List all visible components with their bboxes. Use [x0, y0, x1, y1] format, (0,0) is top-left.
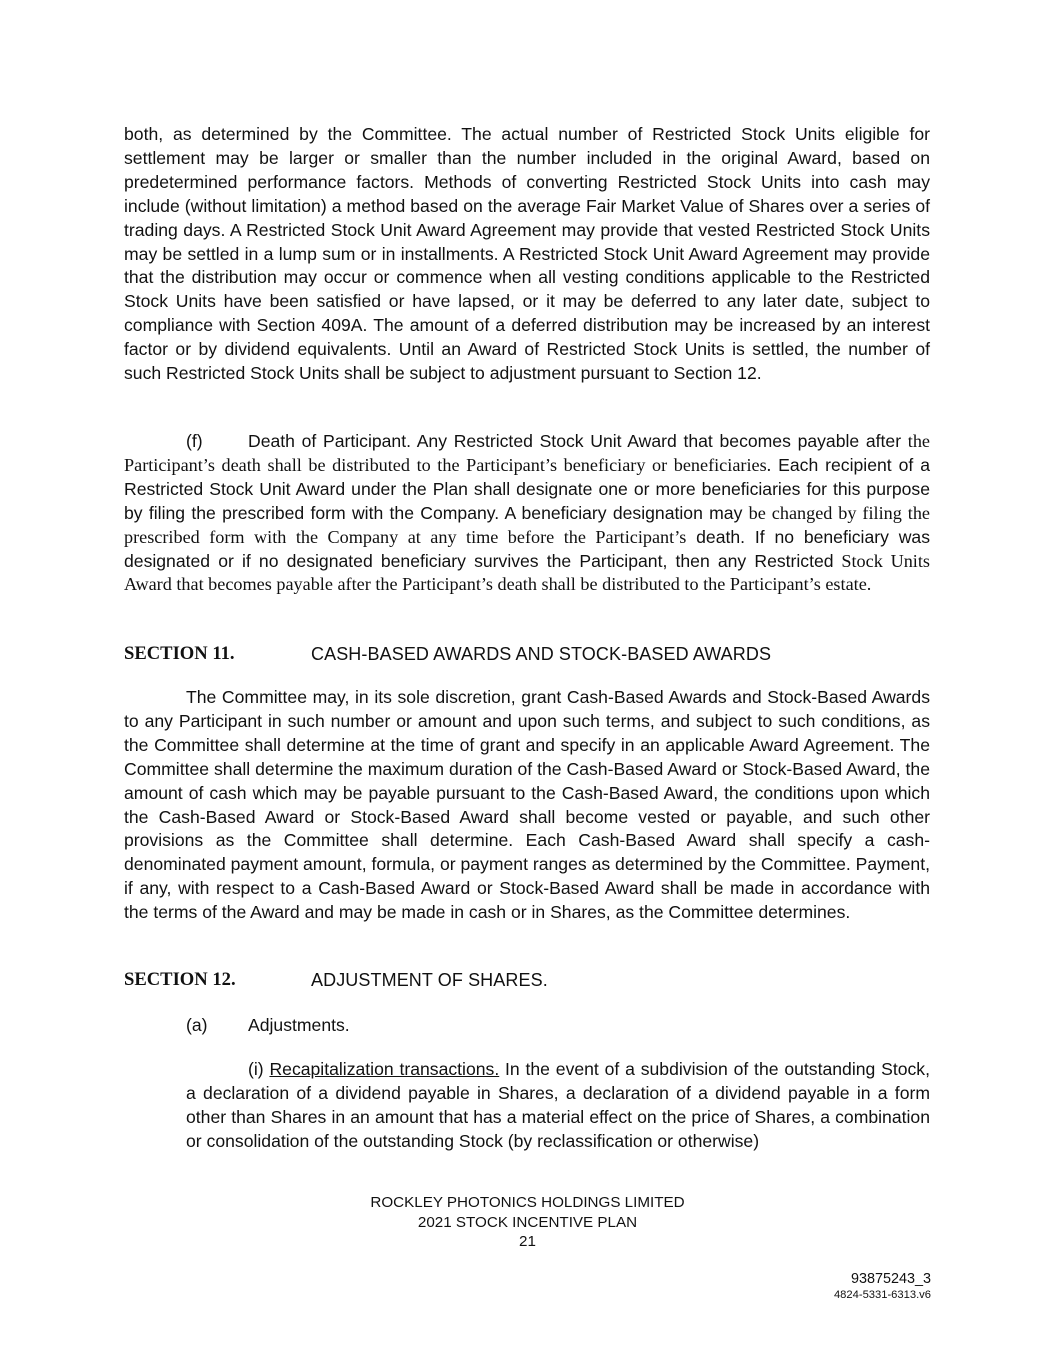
subsection-a-adjustments	[186, 1013, 350, 1037]
section-12-heading	[124, 967, 930, 993]
death-of-participant-paragraph	[124, 430, 930, 597]
section-11-heading	[124, 641, 930, 667]
section-11-title: CASH-BASED AWARDS AND STOCK-BASED AWARDS	[311, 644, 772, 664]
death-text-part-3: Each recipient of a Restricted Stock Unit Award under the Plan shall designate one or more beneficiaries for this purpose by filing the prescribed form with the Company. A beneficiary designation may	[124, 454, 930, 523]
subsection-label-f: (f)	[186, 431, 203, 451]
footer-company: ROCKLEY PHOTONICS HOLDINGS LIMITED	[370, 1194, 685, 1211]
page-number: 21	[519, 1233, 536, 1250]
death-text-part-5: death. If no beneficiary was designated or if no designated beneficiary survives the Participant, then any Restricted	[124, 526, 930, 571]
death-text-part-4: be changed by filing the prescribed form with the Company at any time before the Participant’s	[124, 502, 930, 547]
recapitalization-paragraph	[186, 1058, 930, 1154]
subsection-a-label: (a)	[186, 1015, 208, 1035]
section-11-body: The Committee may, in its sole discretion, grant Cash-Based Awards and Stock-Based Awards to any Participant in such number or amount and upon such terms, and subject to such conditions, as the Committee shall determine at the time of grant and specify in an applicable Award Agreement. The Committee shall determine the maximum duration of the Cash-Based Award or Stock-Based Award, the amount of cash which may be payable pursuant to the Cash-Based Award, the conditions upon which the Cash-Based Award or Stock-Based Award shall become vested or payable, and such other provisions as the Committee shall determine. Each Cash-Based Award shall specify a cash-denominated payment amount, formula, or payment ranges as determined by the Committee. Payment, if any, with respect to a Cash-Based Award or Stock-Based Award shall be made in accordance with the terms of the Award and may be made in cash or in Shares, as the Committee determines.	[124, 687, 930, 923]
document-reference: 4824-5331-6313.v6	[833, 1289, 931, 1301]
section-12-number: SECTION 12.	[124, 969, 236, 990]
document-id-block	[834, 1270, 931, 1302]
death-text-part-1: Death of Participant. Any Restricted Stock Unit Award that becomes payable after	[248, 431, 902, 451]
page-footer	[0, 1193, 1055, 1252]
death-text-part-6: Stock Units Award that becomes payable after the Participant’s death shall be distributed to the Participant’s estate.	[124, 550, 930, 595]
recapitalization-heading: Recapitalization transactions.	[269, 1059, 500, 1079]
clause-i-label: (i)	[248, 1059, 264, 1079]
death-text-part-2: the Participant’s death shall be distributed to the Participant’s beneficiary or beneficiaries.	[124, 431, 930, 475]
section-11-number: SECTION 11.	[124, 643, 235, 664]
footer-plan: 2021 STOCK INCENTIVE PLAN	[417, 1213, 638, 1231]
rsu-continued-paragraph: both, as determined by the Committee. The actual number of Restricted Stock Units eligible for settlement may be larger or smaller than the number included in the original Award, based on predetermined performance factors. Methods of converting Restricted Stock Units into cash may include (without limitation) a method based on the average Fair Market Value of Shares over a series of trading days. A Restricted Stock Unit Award Agreement may provide that vested Restricted Stock Units may be settled in a lump sum or in installments. A Restricted Stock Unit Award Agreement may provide that the distribution may occur or commence when all vesting conditions applicable to the Restricted Stock Units have been satisfied or have lapsed, or it may be deferred to any later date, subject to compliance with Section 409A. The amount of a deferred distribution may be increased by an interest factor or by dividend equivalents. Until an Award of Restricted Stock Units is settled, the number of such Restricted Stock Units shall be subject to adjustment pursuant to Section 12.	[124, 124, 930, 384]
section-12-title: ADJUSTMENT OF SHARES.	[311, 970, 548, 990]
subsection-a-title: Adjustments.	[248, 1015, 350, 1035]
document-id: 93875243_3	[850, 1271, 931, 1287]
recapitalization-text: In the event of a subdivision of the outstanding Stock, a declaration of a dividend payable in Shares, a declaration of a dividend payable in a form other than Shares in an amount that has a material effect on the price of Shares, a combination or consolidation of the outstanding Stock (by reclassification or otherwise)	[186, 1059, 930, 1151]
